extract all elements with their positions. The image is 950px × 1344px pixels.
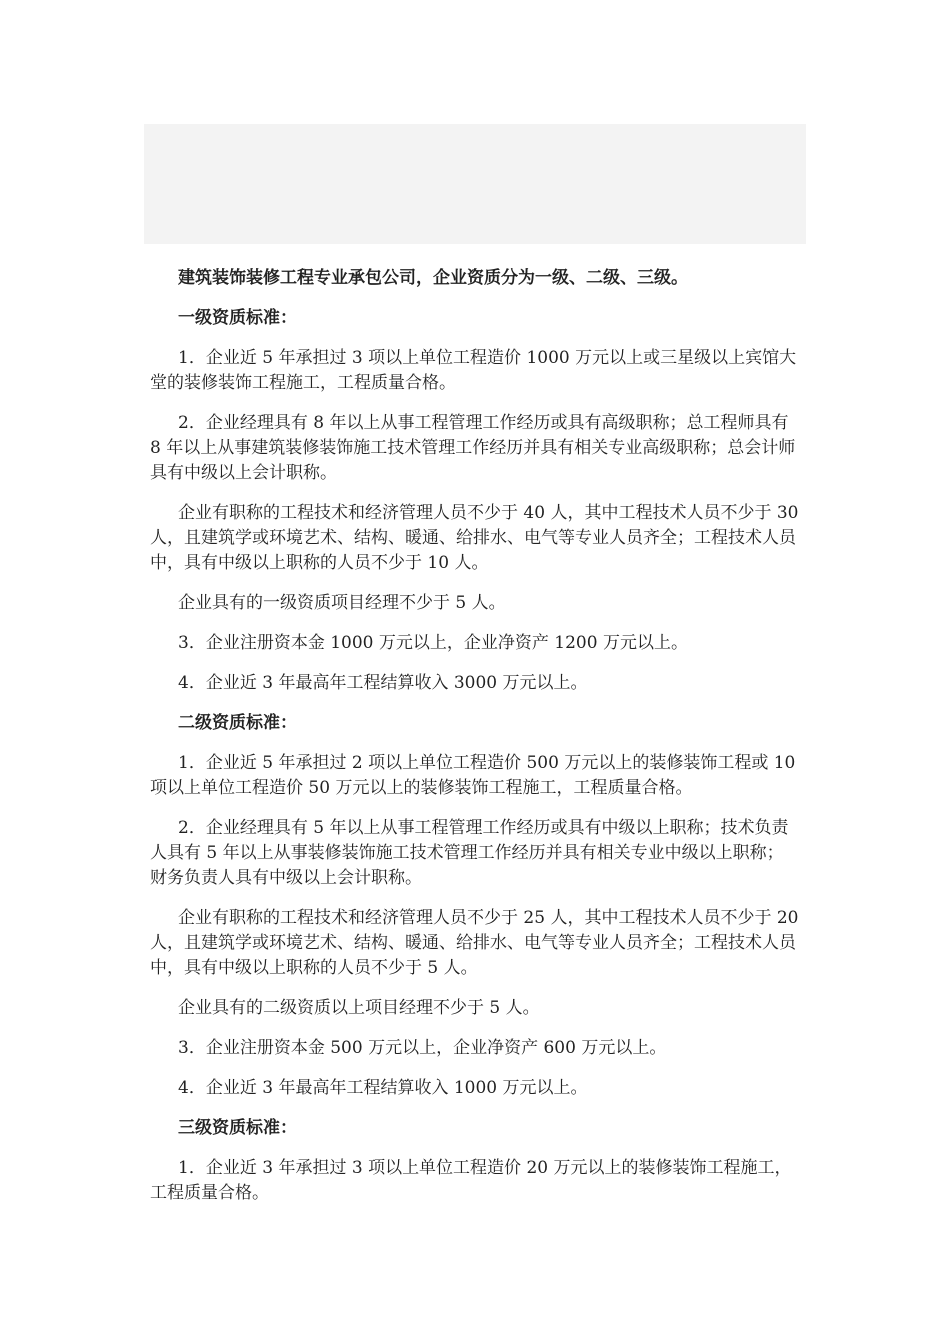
body-paragraph: 1．企业近 5 年承担过 3 项以上单位工程造价 1000 万元以上或三星级以上宾馆大堂的装修装饰工程施工，工程质量合格。: [150, 348, 797, 393]
body-paragraph: 企业具有的一级资质项目经理不少于 5 人。: [178, 593, 506, 613]
body-paragraph: 3．企业注册资本金 1000 万元以上，企业净资产 1200 万元以上。: [178, 633, 688, 653]
body-paragraph: 企业具有的二级资质以上项目经理不少于 5 人。: [178, 998, 540, 1018]
body-paragraph: 1．企业近 5 年承担过 2 项以上单位工程造价 500 万元以上的装修装饰工程或 10 项以上单位工程造价 50 万元以上的装修装饰工程施工，工程质量合格。: [150, 753, 796, 798]
body-paragraph: 2．企业经理具有 5 年以上从事工程管理工作经历或具有中级以上职称；技术负责人具有 5 年以上从事装修装饰施工技术管理工作经历并具有相关专业中级以上职称；财务负责人具有中级以上会计职称。: [150, 818, 789, 888]
section-heading: 一级资质标准：: [178, 308, 297, 328]
body-paragraph: 企业有职称的工程技术和经济管理人员不少于 25 人，其中工程技术人员不少于 20 人，且建筑学或环境艺术、结构、暖通、给排水、电气等专业人员齐全；工程技术人员中，具有中级以上职称的人员不少于 5 人。: [150, 908, 799, 978]
body-paragraph: 1．企业近 3 年承担过 3 项以上单位工程造价 20 万元以上的装修装饰工程施工，工程质量合格。: [150, 1158, 792, 1203]
section-heading: 建筑装饰装修工程专业承包公司，企业资质分为一级、二级、三级。: [178, 268, 688, 288]
body-paragraph: 4．企业近 3 年最高年工程结算收入 1000 万元以上。: [178, 1078, 588, 1098]
section-heading: 二级资质标准：: [178, 713, 297, 733]
body-paragraph: 2．企业经理具有 8 年以上从事工程管理工作经历或具有高级职称；总工程师具有 8 年以上从事建筑装修装饰施工技术管理工作经历并具有相关专业高级职称；总会计师具有中级以上会计职称。: [150, 413, 796, 483]
banner-placeholder: [144, 124, 806, 244]
body-paragraph: 4．企业近 3 年最高年工程结算收入 3000 万元以上。: [178, 673, 588, 693]
section-heading: 三级资质标准：: [178, 1118, 297, 1138]
body-paragraph: 企业有职称的工程技术和经济管理人员不少于 40 人，其中工程技术人员不少于 30 人，且建筑学或环境艺术、结构、暖通、给排水、电气等专业人员齐全；工程技术人员中，具有中级以上职称的人员不少于 10 人。: [150, 503, 799, 573]
document-body: [150, 266, 800, 1221]
body-paragraph: 3．企业注册资本金 500 万元以上，企业净资产 600 万元以上。: [178, 1038, 667, 1058]
